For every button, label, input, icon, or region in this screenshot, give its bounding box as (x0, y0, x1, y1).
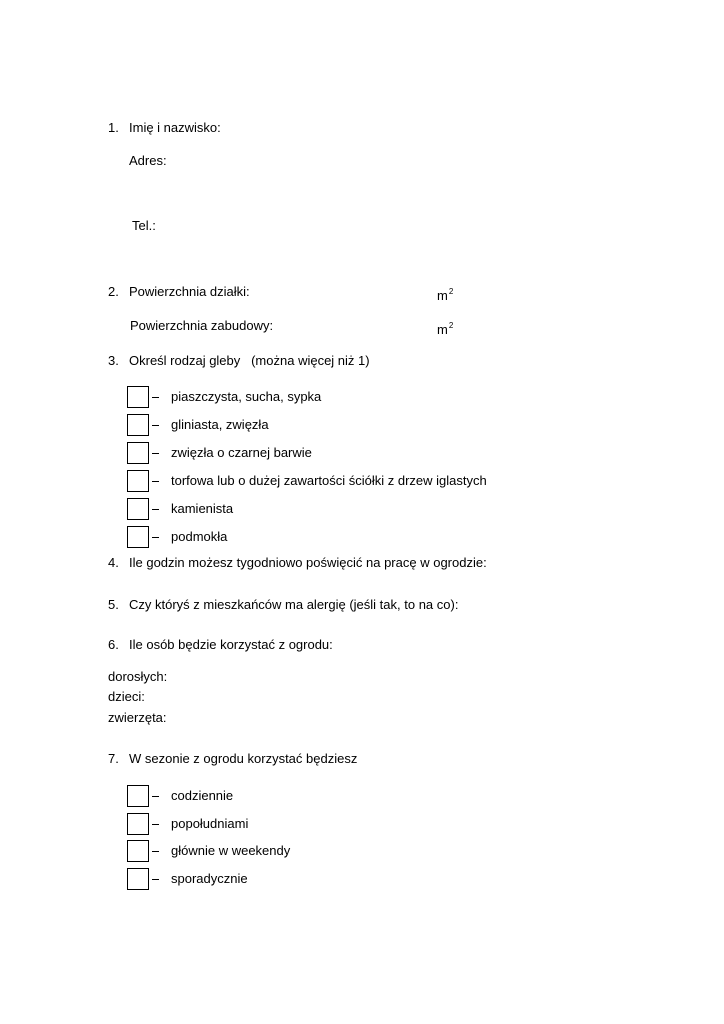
q3-label: Określ rodzaj gleby (można więcej niż 1) (129, 353, 370, 368)
q6-children-label: dzieci: (108, 689, 145, 704)
checkbox[interactable] (127, 526, 149, 548)
soil-option-wet[interactable] (127, 526, 227, 548)
checkbox[interactable] (127, 868, 149, 890)
q7-number: 7. (108, 751, 119, 766)
soil-option-sandy[interactable] (127, 386, 321, 408)
soil-option-clay[interactable] (127, 414, 269, 436)
option-label: zwięzła o czarnej barwie (171, 445, 312, 460)
option-label: sporadycznie (171, 871, 248, 886)
q2-built-unit: $m^2$ (437, 321, 454, 337)
q1-name-label: Imię i nazwisko: (129, 120, 221, 135)
q5-number: 5. (108, 597, 119, 612)
soil-option-black[interactable] (127, 442, 312, 464)
q7-label: W sezonie z ogrodu korzystać będziesz (129, 751, 358, 766)
option-label: popołudniami (171, 816, 249, 831)
soil-option-stony[interactable] (127, 498, 233, 520)
usage-option-weekends[interactable] (127, 840, 290, 862)
q6-adults-label: dorosłych: (108, 669, 168, 684)
dash-marker (152, 796, 159, 797)
option-label: codziennie (171, 788, 234, 803)
q2-number: 2. (108, 284, 119, 299)
dash-marker (152, 537, 159, 538)
checkbox[interactable] (127, 414, 149, 436)
checkbox[interactable] (127, 442, 149, 464)
checkbox[interactable] (127, 386, 149, 408)
q3-number: 3. (108, 353, 119, 368)
dash-marker (152, 453, 159, 454)
dash-marker (152, 851, 159, 852)
option-label: kamienista (171, 501, 234, 516)
usage-option-afternoons[interactable] (127, 813, 248, 835)
checkbox[interactable] (127, 840, 149, 862)
usage-option-occasionally[interactable] (127, 868, 248, 890)
checkbox[interactable] (127, 813, 149, 835)
option-label: gliniasta, zwięzła (171, 417, 269, 432)
q6-animals-label: zwierzęta: (108, 710, 167, 725)
q6-number: 6. (108, 637, 119, 652)
q5-label: Czy któryś z mieszkańców ma alergię (jeśli tak, to na co): (129, 597, 459, 612)
checkbox[interactable] (127, 470, 149, 492)
usage-option-daily[interactable] (127, 785, 233, 807)
checkbox[interactable] (127, 785, 149, 807)
dash-marker (152, 824, 159, 825)
option-label: torfowa lub o dużej zawartości ściółki z drzew iglastych (171, 473, 487, 488)
q2-built-label: Powierzchnia zabudowy: (130, 318, 274, 333)
option-label: podmokła (171, 529, 228, 544)
option-label: głównie w weekendy (171, 843, 291, 858)
q1-number: 1. (108, 120, 119, 135)
dash-marker (152, 397, 159, 398)
soil-option-peat[interactable] (127, 470, 487, 492)
q4-number: 4. (108, 555, 119, 570)
q2-plot-unit: $m^2$ (437, 287, 454, 303)
q2-plot-label: Powierzchnia działki: (129, 284, 250, 299)
q6-label: Ile osób będzie korzystać z ogrodu: (129, 637, 333, 652)
checkbox[interactable] (127, 498, 149, 520)
q4-label: Ile godzin możesz tygodniowo poświęcić na pracę w ogrodzie: (129, 555, 487, 570)
dash-marker (152, 425, 159, 426)
dash-marker (152, 481, 159, 482)
dash-marker (152, 509, 159, 510)
option-label: piaszczysta, sucha, sypka (171, 389, 322, 404)
dash-marker (152, 879, 159, 880)
q1-phone-label: Tel.: (132, 218, 156, 233)
q1-address-label: Adres: (129, 153, 167, 168)
